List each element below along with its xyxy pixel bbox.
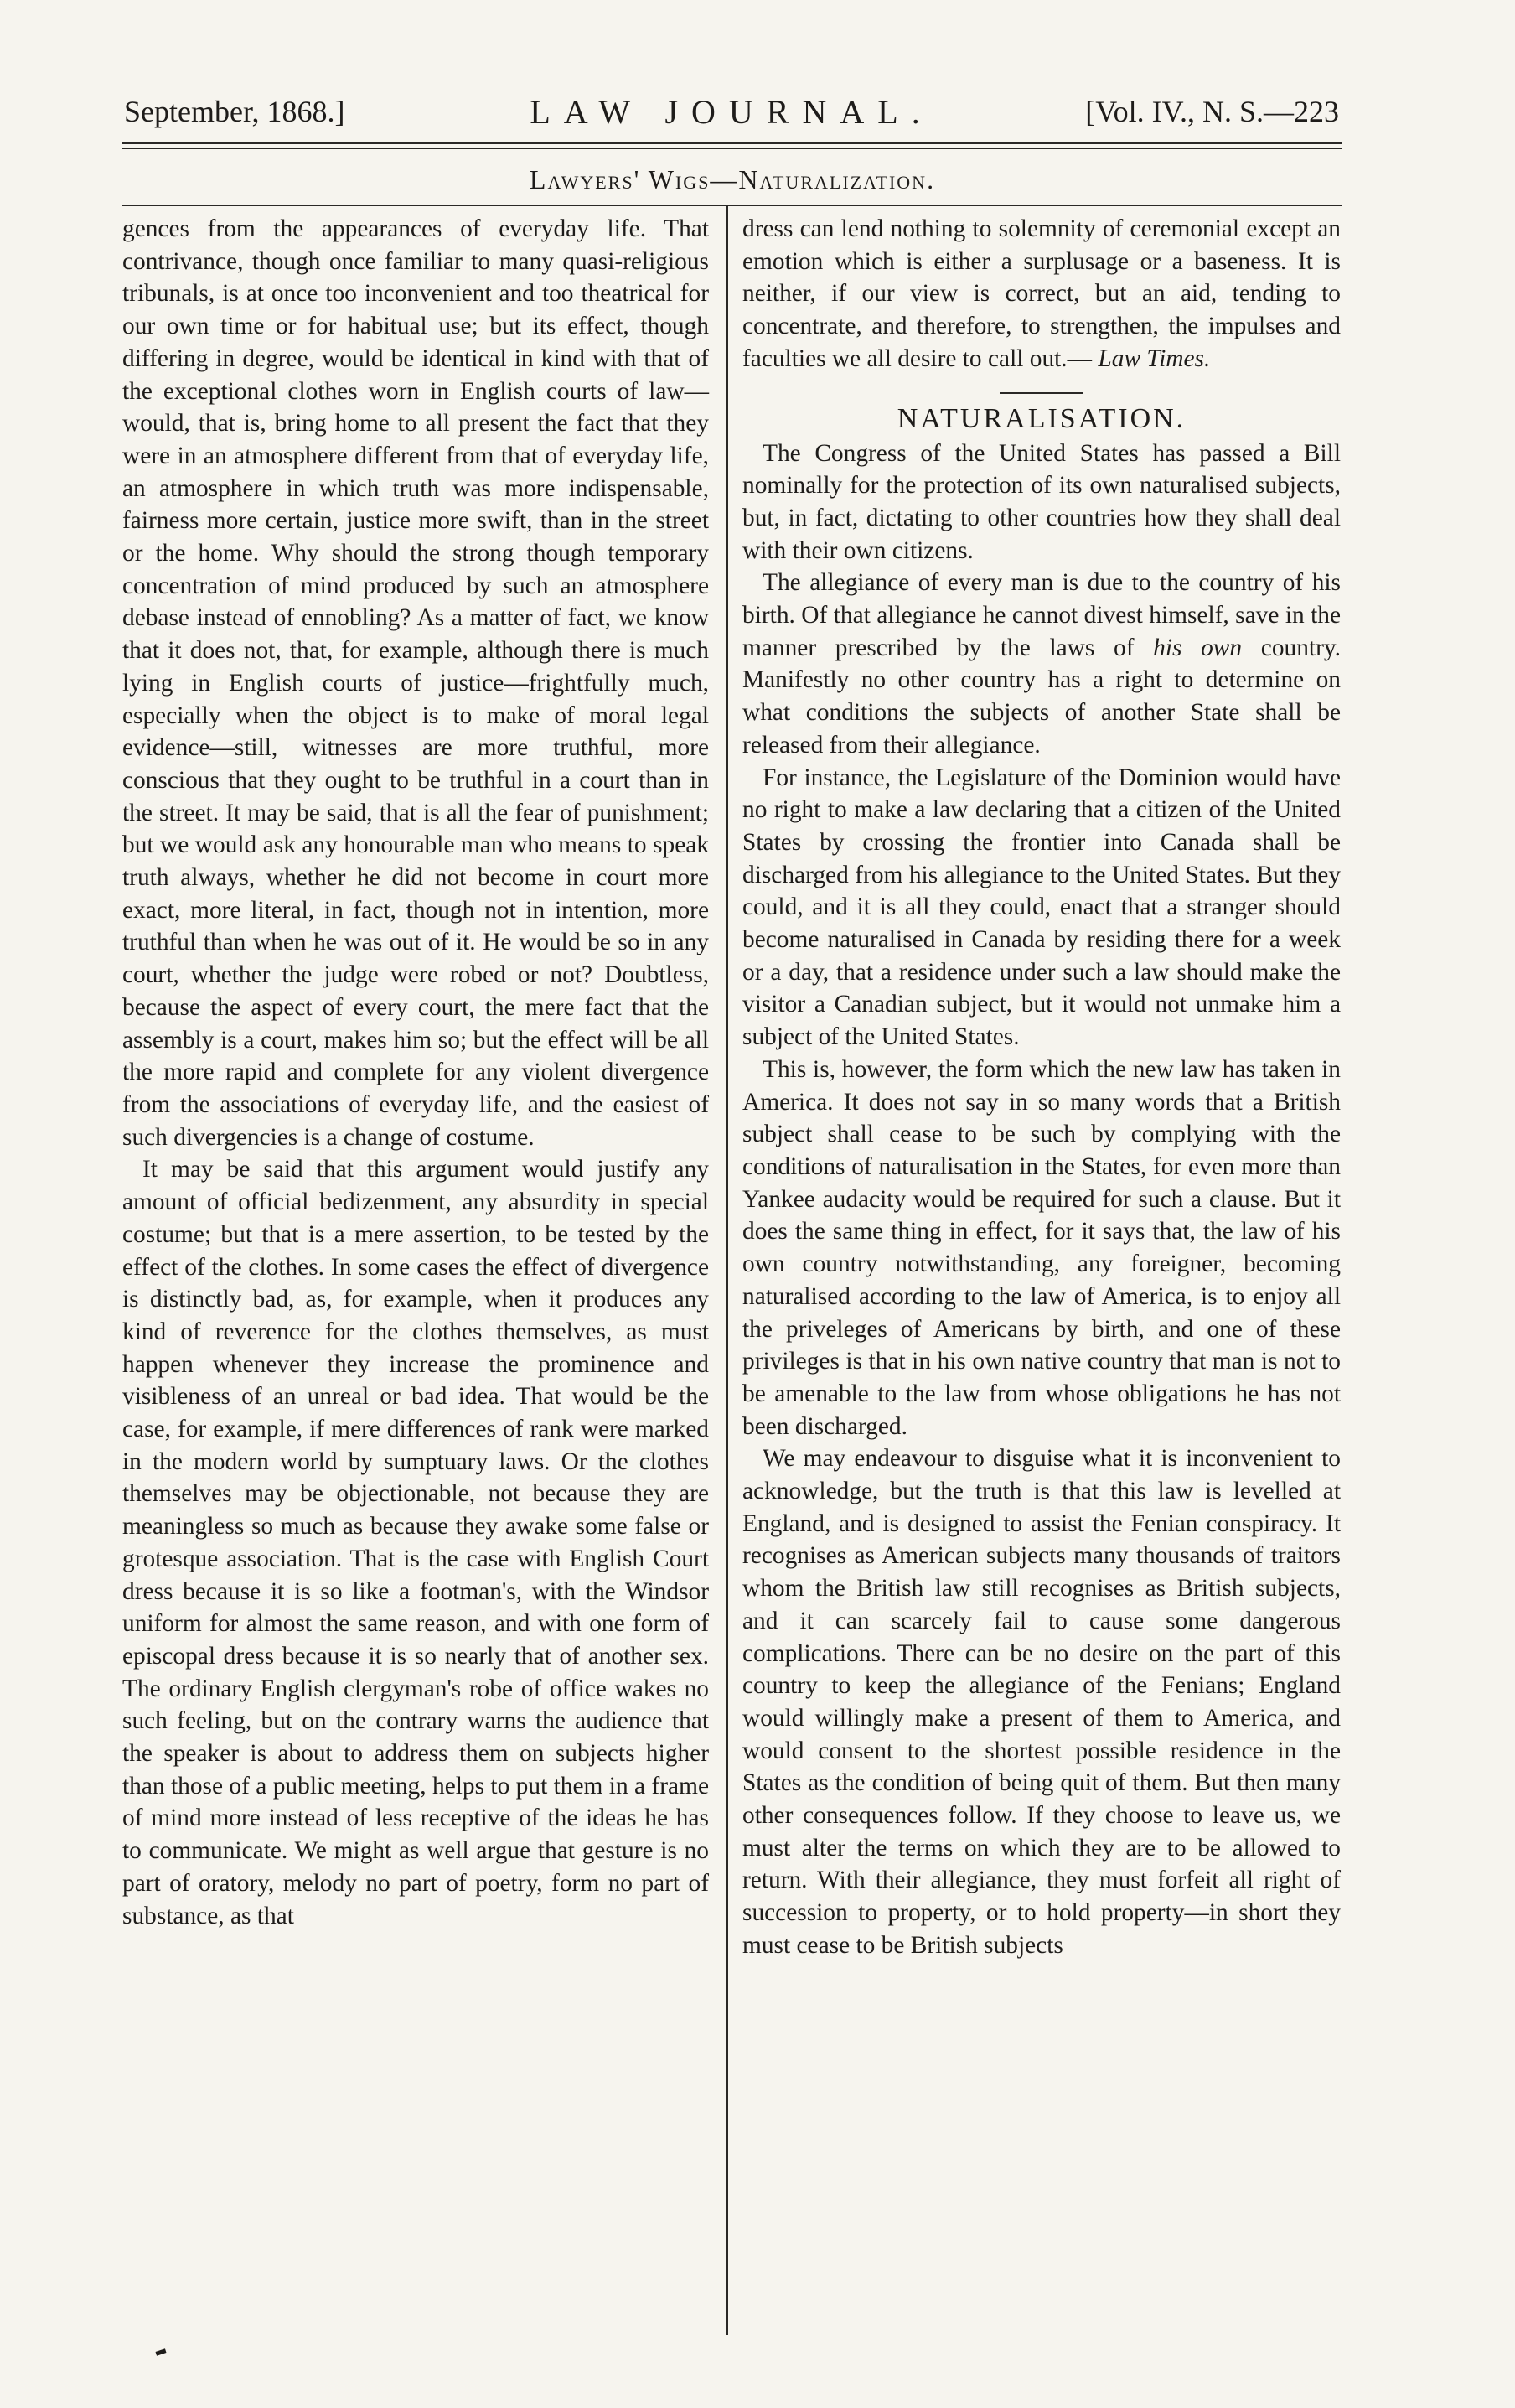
paragraph-text: The allegiance of every man is due to the country of his birth. Of that allegiance he cannot divest himself, save in the manner prescribed by the laws of [742, 569, 1341, 661]
volume-page-number: [Vol. IV., N. S.—223 [1085, 95, 1339, 128]
issue-date: September, 1868.] [124, 95, 345, 128]
paragraph [742, 567, 1341, 761]
paragraph-text: dress can lend nothing to solemnity of ceremonial except an emotion which is either a surplusage or a baseness. It is neither, if our view is correct, but an aid, tending to concentrate, and therefore, to strengthen, the impulses and faculties we all desire to call out.— [742, 215, 1341, 372]
column-divider [726, 206, 728, 2335]
left-column [122, 213, 709, 1932]
source-credit: Law Times. [1098, 344, 1211, 372]
paragraph-text: country. Manifestly no other country has a right to determine on what conditions the subjects of another State shall be released from their allegiance. [742, 634, 1341, 759]
paragraph: We may endeavour to disguise what it is inconvenient to acknowledge, but the truth is that this law is levelled at England, and is designed to assist the Fenian conspiracy. It recognises as American subjects many thousands of traitors whom the British law still recognises as British subjects, and it can scarcely fail to cause some dangerous complications. There can be no desire on the part of this country to keep the allegiance of the Fenians; England would willingly make a present of them to America, and would consent to the shortest possible residence in the States as the condition of being quit of them. But then many other consequences follow. If they choose to leave us, we must alter the terms on which they are to be allowed to return. With their allegiance, they must forfeit all right of succession to property, or to hold property—in short they must cease to be British subjects [742, 1445, 1341, 1959]
journal-name: LAW JOURNAL. [530, 93, 933, 131]
paragraph: For instance, the Legislature of the Dominion would have no right to make a law declaring that a citizen of the United States by crossing the frontier into Canada shall be discharged from his allegiance to the United States. But they could, and it is all they could, enact that a stranger should become naturalised in Canada by residing there for a week or a day, that a residence under such a law should make the visitor a Canadian subject, but it would not unmake him a subject of the United States. [742, 764, 1341, 1051]
paragraph [742, 213, 1341, 375]
section-title-rule [122, 205, 1342, 206]
paragraph: The Congress of the United States has passed a Bill nominally for the protection of its own naturalised subjects, but, in fact, dictating to other countries how they shall deal with their own citizens. [742, 439, 1341, 564]
emphasis-text: his own [1153, 634, 1243, 661]
right-column [742, 213, 1341, 1962]
running-head [124, 87, 1339, 134]
section-title: Lawyers' Wigs—Naturalization. [529, 164, 936, 194]
article-separator-rule [1000, 392, 1083, 394]
printer-mark [156, 2348, 167, 2355]
paragraph: gences from the appearances of everyday life. That contrivance, though once familiar to many quasi-religious tribunals, is at once too inconvenient and too theatrical for our own time or for habitual use; but its effect, though differing in degree, would be identical in kind with that of the exceptional clothes worn in English courts of law—would, that is, bring home to all present the fact that they were in an atmosphere different from that of everyday life, an atmosphere in which truth was more indispensable, fairness more certain, justice more swift, than in the street or the home. Why should the strong though temporary concentration of mind produced by such an atmosphere debase instead of ennobling? As a matter of fact, we know that it does not, that, for example, although there is much lying in English courts of justice—frightfully much, especially when the object is to make of moral legal evidence—still, witnesses are more truthful, more conscious that they ought to be truthful in a court than in the street. It may be said, that is all the fear of punishment; but we would ask any honourable man who means to speak truth always, whether he did not become in court more exact, more literal, in fact, though not in intention, more truthful than when he was out of it. He would be so in any court, whether the judge were robed or not? Doubtless, because the aspect of every court, the mere fact that the assembly is a court, makes him so; but the effect will be all the more rapid and complete for any violent divergence from the associations of everyday life, and the easiest of such divergencies is a change of costume. [122, 215, 709, 1151]
header-double-rule [122, 142, 1342, 149]
paragraph: This is, however, the form which the new law has taken in America. It does not say in so many words that a British subject shall cease to be such by complying with the conditions of naturalisation in the States, for even more than Yankee audacity would be required for such a clause. But it does the same thing in effect, for it says that, the law of his own country notwithstanding, any foreigner, becoming naturalised according to the law of America, is to enjoy all the priveleges of Americans by birth, and one of these privileges is that in his own native country that man is not to be amenable to the law from whose obligations he has not been discharged. [742, 1055, 1341, 1440]
paragraph: It may be said that this argument would justify any amount of official bedizenment, any absurdity in special costume; but that is a mere assertion, to be tested by the effect of the clothes. In some cases the effect of divergence is distinctly bad, as, for example, when it produces any kind of reverence for the clothes themselves, as must happen whenever they increase the prominence and visibleness of an unreal or bad idea. That would be the case, for example, if mere differences of rank were marked in the modern world by sumptuary laws. Or the clothes themselves may be objectionable, not because they are meaningless so much as because they awake some false or grotesque association. That is the case with English Court dress because it is so like a footman's, with the Windsor uniform for almost the same reason, and with one form of episcopal dress because it is so nearly that of another sex. The ordinary English clergyman's robe of office wakes no such feeling, but on the contrary warns the audience that the speaker is about to address them on subjects higher than those of a public meeting, helps to put them in a frame of mind more instead of less receptive of the ideas he has to communicate. We might as well argue that gesture is no part of oratory, melody no part of poetry, form no part of substance, as that [122, 1156, 709, 1929]
article-title: NATURALISATION. [897, 402, 1187, 434]
